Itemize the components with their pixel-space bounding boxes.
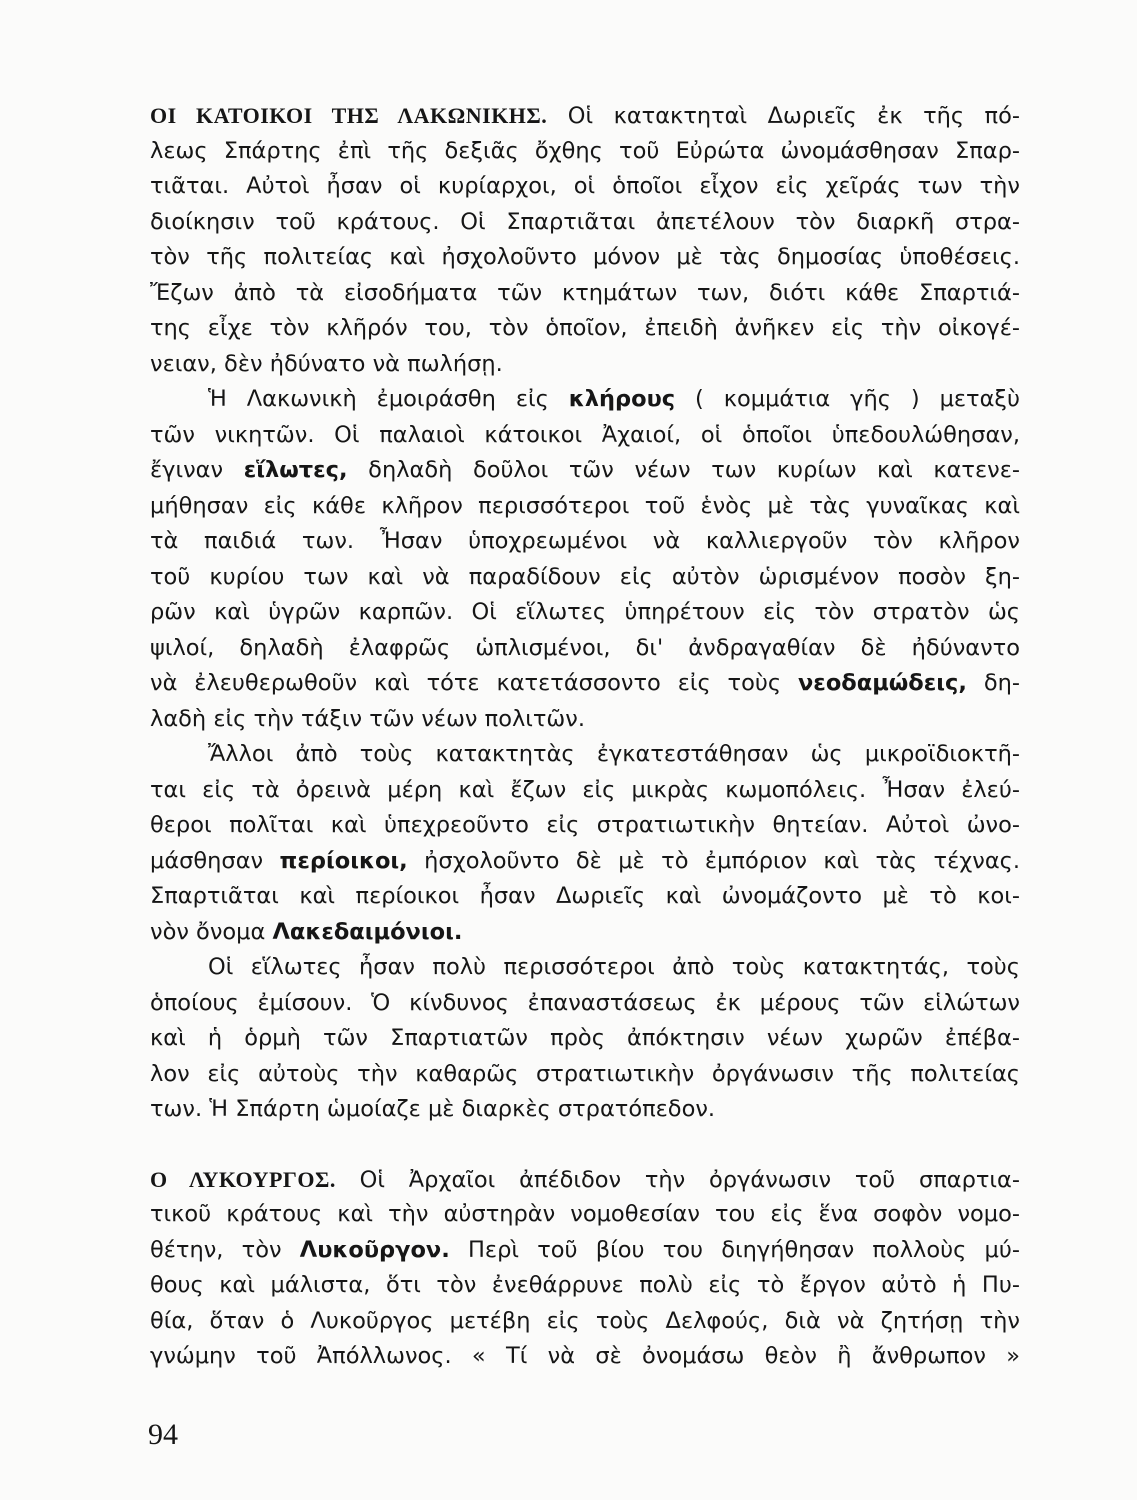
text-line: ψιλοί, δηλαδὴ ἐλαφρῶς ὡπλισμένοι, δι' ἀνδραγαθίαν δὲ ἠδύναντο bbox=[150, 634, 1020, 661]
text-line: μάσθησαν περίοικοι, ἠσχολοῦντο δὲ μὲ τὸ ἐμπόριον καὶ τὰς τέχνας. bbox=[150, 847, 1020, 874]
text-line: ὁποίους ἐμίσουν. Ὁ κίνδυνος ἐπαναστάσεως ἐκ μέρους τῶν εἱλώτων bbox=[150, 989, 1020, 1016]
section-heading-lycurgus: Ο ΛΥΚΟΥΡΓΟΣ. bbox=[150, 1166, 336, 1192]
text-line: Οἱ εἵλωτες ἦσαν πολὺ περισσότεροι ἀπὸ τοὺς κατακτητάς, τοὺς bbox=[208, 954, 1020, 980]
text-line: θεροι πολῖται καὶ ὑπεχρεοῦντο εἰς στρατιωτικὴν θητείαν. Αὐτοὶ ὠνο- bbox=[150, 812, 1020, 838]
keyword-lykourgon: Λυκοῦργον. bbox=[299, 1236, 450, 1263]
text-line: νὸν ὄνομα Λακεδαιμόνιοι. bbox=[150, 918, 463, 945]
paragraph-lycurgus bbox=[150, 1162, 1020, 1375]
text-line: νὰ ἐλευθερωθοῦν καὶ τότε κατετάσσοντο εἰς τοὺς νεοδαμώδεις, δη- bbox=[150, 670, 1020, 696]
text-line: θέτην, τὸν Λυκοῦργον. Περὶ τοῦ βίου του διηγήθησαν πολλοὺς μύ- bbox=[150, 1236, 1020, 1263]
text-line: τῶν νικητῶν. Οἱ παλαιοὶ κάτοικοι Ἀχαιοί, οἱ ὁποῖοι ὑπεδουλώθησαν, bbox=[150, 421, 1020, 448]
text-line: τιᾶται. Αὐτοὶ ἦσαν οἱ κυρίαρχοι, οἱ ὁποῖοι εἶχον εἰς χεῖράς των τὴν bbox=[150, 173, 1020, 199]
text-line: τὰ παιδιά των. Ἦσαν ὑποχρεωμένοι νὰ καλλιεργοῦν τὸν κλῆρον bbox=[150, 528, 1020, 554]
text-line: Σπαρτιᾶται καὶ περίοικοι ἦσαν Δωριεῖς καὶ ὠνομάζοντο μὲ τὸ κοι- bbox=[150, 883, 1020, 909]
page-body bbox=[150, 98, 1020, 1375]
text-line: διοίκησιν τοῦ κράτους. Οἱ Σπαρτιᾶται ἀπετέλουν τὸν διαρκῆ στρα- bbox=[150, 208, 1020, 235]
keyword-kleroi: κλήρους bbox=[568, 386, 676, 412]
text-line: λεως Σπάρτης ἐπὶ τῆς δεξιᾶς ὄχθης τοῦ Εὐρώτα ὠνομάσθησαν Σπαρ- bbox=[150, 137, 1020, 164]
text-line: Ο ΛΥΚΟΥΡΓΟΣ. Οἱ Ἀρχαῖοι ἀπέδιδον τὴν ὀργάνωσιν τοῦ σπαρτια- bbox=[150, 1166, 1020, 1193]
text-line: τὸν τῆς πολιτείας καὶ ἠσχολοῦντο μόνον μὲ τὰς δημοσίας ὑποθέσεις. bbox=[150, 244, 1020, 270]
text-line: θους καὶ μάλιστα, ὅτι τὸν ἐνεθάρρυνε πολὺ εἰς τὸ ἔργον αὐτὸ ἡ Πυ- bbox=[150, 1272, 1020, 1298]
text-line: ΟΙ ΚΑΤΟΙΚΟΙ ΤΗΣ ΛΑΚΩΝΙΚΗΣ. Οἱ κατακτηταὶ Δωριεῖς ἐκ τῆς πό- bbox=[150, 103, 1020, 129]
text-line: τοῦ κυρίου των καὶ νὰ παραδίδουν εἰς αὐτὸν ὡρισμένον ποσὸν ξη- bbox=[150, 563, 1020, 590]
text-line: νειαν, δὲν ἠδύνατο νὰ πωλήσῃ. bbox=[150, 350, 503, 377]
text-line: καὶ ἡ ὁρμὴ τῶν Σπαρτιατῶν πρὸς ἀπόκτησιν νέων χωρῶν ἐπέβα- bbox=[150, 1025, 1020, 1051]
keyword-helots: εἵλωτες, bbox=[243, 457, 348, 483]
keyword-perioikoi: περίοικοι, bbox=[279, 847, 408, 874]
text-line: Ἄλλοι ἀπὸ τοὺς κατακτητὰς ἐγκατεστάθησαν ὡς μικροϊδιοκτῆ- bbox=[208, 741, 1020, 767]
paragraph-perioikoi bbox=[150, 737, 1020, 950]
text-line: ρῶν καὶ ὑγρῶν καρπῶν. Οἱ εἵλωτες ὑπηρέτουν εἰς τὸν στρατὸν ὡς bbox=[150, 599, 1020, 625]
text-line: ἔγιναν εἵλωτες, δηλαδὴ δοῦλοι τῶν νέων των κυρίων καὶ κατενε- bbox=[150, 457, 1020, 483]
keyword-neodamodeis: νεοδαμώδεις, bbox=[797, 670, 967, 696]
text-line: των. Ἡ Σπάρτη ὡμοίαζε μὲ διαρκὲς στρατόπεδον. bbox=[150, 1096, 716, 1122]
paragraph-military-state bbox=[150, 950, 1020, 1128]
text-line: θία, ὅταν ὁ Λυκοῦργος μετέβη εἰς τοὺς Δελφούς, διὰ νὰ ζητήσῃ τὴν bbox=[150, 1307, 1020, 1334]
page-number: 94 bbox=[148, 1418, 178, 1451]
text-line: μήθησαν εἰς κάθε κλῆρον περισσότεροι τοῦ ἑνὸς μὲ τὰς γυναῖκας καὶ bbox=[150, 492, 1020, 519]
text-line: γνώμην τοῦ Ἀπόλλωνος. « Τί νὰ σὲ ὀνομάσω θεὸν ἢ ἄνθρωπον » bbox=[150, 1343, 1020, 1369]
text-line: Ἡ Λακωνικὴ ἐμοιράσθη εἰς κλήρους ( κομμάτια γῆς ) μεταξὺ bbox=[208, 386, 1020, 412]
text-line: τικοῦ κράτους καὶ τὴν αὐστηρὰν νομοθεσίαν του εἰς ἕνα σοφὸν νομο- bbox=[150, 1201, 1020, 1227]
text-line: λαδὴ εἰς τὴν τάξιν τῶν νέων πολιτῶν. bbox=[150, 705, 585, 732]
text-line: Ἔζων ἀπὸ τὰ εἰσοδήματα τῶν κτημάτων των, διότι κάθε Σπαρτιά- bbox=[150, 279, 1020, 306]
text-line: της εἶχε τὸν κλῆρόν του, τὸν ὁποῖον, ἐπειδὴ ἀνῆκεν εἰς τὴν οἰκογέ- bbox=[150, 315, 1020, 341]
keyword-lakedaimonioi: Λακεδαιμόνιοι. bbox=[272, 918, 463, 945]
paragraph-helots bbox=[150, 382, 1020, 737]
section-heading-inhabitants: ΟΙ ΚΑΤΟΙΚΟΙ ΤΗΣ ΛΑΚΩΝΙΚΗΣ. bbox=[150, 103, 548, 128]
text-line: λον εἰς αὐτοὺς τὴν καθαρῶς στρατιωτικὴν ὀργάνωσιν τῆς πολιτείας bbox=[150, 1060, 1020, 1087]
text-line: ται εἰς τὰ ὀρεινὰ μέρη καὶ ἔζων εἰς μικρὰς κωμοπόλεις. Ἦσαν ἐλεύ- bbox=[150, 776, 1020, 803]
paragraph-inhabitants-intro bbox=[150, 98, 1020, 382]
section-gap bbox=[150, 1128, 1020, 1162]
